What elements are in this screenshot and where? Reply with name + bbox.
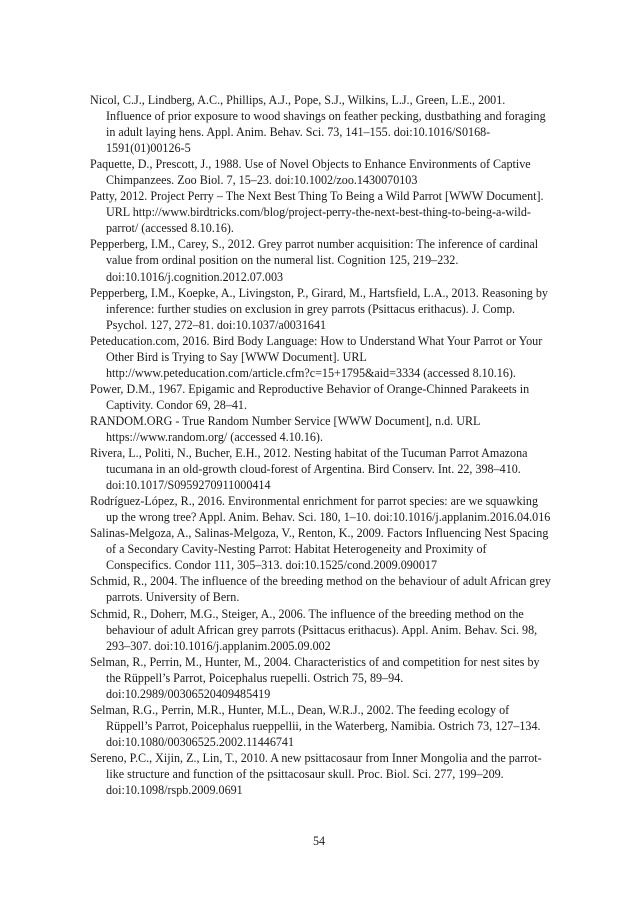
reference-text: Sereno, P.C., Xijin, Z., Lin, T., 2010. A new psittacosaur from Inner Mongolia and the parrot-like structure and function of the psittacosaur skull. Proc. Biol. Sci. 277, 199–209. doi:10.1098/rspb.2009.0691 — [90, 750, 542, 798]
reference-text: Patty, 2012. Project Perry – The Next Best Thing To Being a Wild Parrot [WWW Document]. URL http://www.birdtricks.com/blog/project-perry-the-next-best-thing-to-being-a-wild-parrot/ (accessed 8.10.16). — [90, 189, 544, 236]
reference-text: Pepperberg, I.M., Koepke, A., Livingston, P., Girard, M., Hartsfield, L.A., 2013. Reasoning by inference: further studies on exclusion in grey parrots (Psittacus erithacus). J. Comp. Psychol. 127, 272–81. doi:10.1037/a0031641 — [90, 285, 548, 332]
reference-entry — [90, 285, 552, 333]
reference-entry — [90, 188, 552, 236]
reference-entry — [90, 156, 552, 188]
reference-text: Schmid, R., Doherr, M.G., Steiger, A., 2006. The influence of the breeding method on the behaviour of adult African grey parrots (Psittacus erithacus). Appl. Anim. Behav. Sci. 98, 293–307. doi:10.1016/j.applanim.2005.09.002 — [90, 606, 538, 653]
reference-entry — [90, 236, 552, 284]
reference-entry — [90, 606, 552, 654]
reference-text: Pepperberg, I.M., Carey, S., 2012. Grey parrot number acquisition: The inference of cardinal value from ordinal position on the numeral list. Cognition 125, 219–232. doi:10.1016/j.cognition.2012.07.003 — [90, 237, 539, 284]
reference-text: Selman, R.G., Perrin, M.R., Hunter, M.L., Dean, W.R.J., 2002. The feeding ecology of Rüppell’s Parrot, Poicephalus rueppellii, in the Waterberg, Namibia. Ostrich 73, 127–134. doi:10.1080/00306525.2002.11446741 — [90, 702, 541, 749]
reference-entry — [90, 654, 552, 702]
reference-text: Schmid, R., 2004. The influence of the breeding method on the behaviour of adult African grey parrots. University of Bern. — [90, 574, 551, 605]
reference-entry — [90, 413, 552, 445]
reference-text: RANDOM.ORG - True Random Number Service [WWW Document], n.d. URL https://www.random.org/ (accessed 4.10.16). — [90, 413, 480, 444]
reference-entry — [90, 750, 552, 798]
reference-list — [90, 92, 552, 798]
reference-entry — [90, 573, 552, 605]
reference-text: Rodríguez-López, R., 2016. Environmental enrichment for parrot species: are we squawking up the wrong tree? Appl. Anim. Behav. Sci. 180, 1–10. doi:10.1016/j.applanim.2016.04.016 — [90, 494, 551, 525]
reference-entry — [90, 493, 552, 525]
reference-text: Rivera, L., Politi, N., Bucher, E.H., 2012. Nesting habitat of the Tucuman Parrot Amazona tucumana in an old-growth cloud-forest of Argentina. Bird Conserv. Int. 22, 398–410. doi:10.1017/S0959270911000414 — [90, 446, 528, 493]
reference-entry — [90, 445, 552, 493]
reference-entry — [90, 381, 552, 413]
page-number: 54 — [312, 834, 326, 848]
reference-text: Peteducation.com, 2016. Bird Body Language: How to Understand What Your Parrot or Your Other Bird is Trying to Say [WWW Document]. URL http://www.peteducation.com/article.cfm?c=15+1795&aid=3334 (accessed 8.10.16). — [90, 333, 543, 380]
reference-entry — [90, 525, 552, 573]
reference-text: Salinas-Melgoza, A., Salinas-Melgoza, V., Renton, K., 2009. Factors Influencing Nest Spacing of a Secondary Cavity-Nesting Parrot: Habitat Heterogeneity and Proximity of Conspecifics. Condor 111, 305–313. doi:10.1525/cond.2009.090017 — [90, 526, 549, 573]
reference-entry — [90, 333, 552, 381]
reference-entry — [90, 702, 552, 750]
reference-entry — [90, 92, 552, 156]
reference-text: Power, D.M., 1967. Epigamic and Reproductive Behavior of Orange-Chinned Parakeets in Captivity. Condor 69, 28–41. — [90, 381, 530, 412]
reference-text: Selman, R., Perrin, M., Hunter, M., 2004. Characteristics of and competition for nest sites by the Rüppell’s Parrot, Poicephalus ruepelli. Ostrich 75, 89–94. doi:10.2989/00306520409485419 — [90, 654, 540, 701]
reference-text: Paquette, D., Prescott, J., 1988. Use of Novel Objects to Enhance Environments of Captive Chimpanzees. Zoo Biol. 7, 15–23. doi:10.1002/zoo.1430070103 — [90, 157, 531, 188]
reference-text: Nicol, C.J., Lindberg, A.C., Phillips, A.J., Pope, S.J., Wilkins, L.J., Green, L.E., 2001. Influence of prior exposure to wood shavings on feather pecking, dustbathing and foraging in adult laying hens. Appl. Anim. Behav. Sci. 73, 141–155. doi:10.1016/S0168-1591(01)00126-5 — [90, 93, 546, 156]
